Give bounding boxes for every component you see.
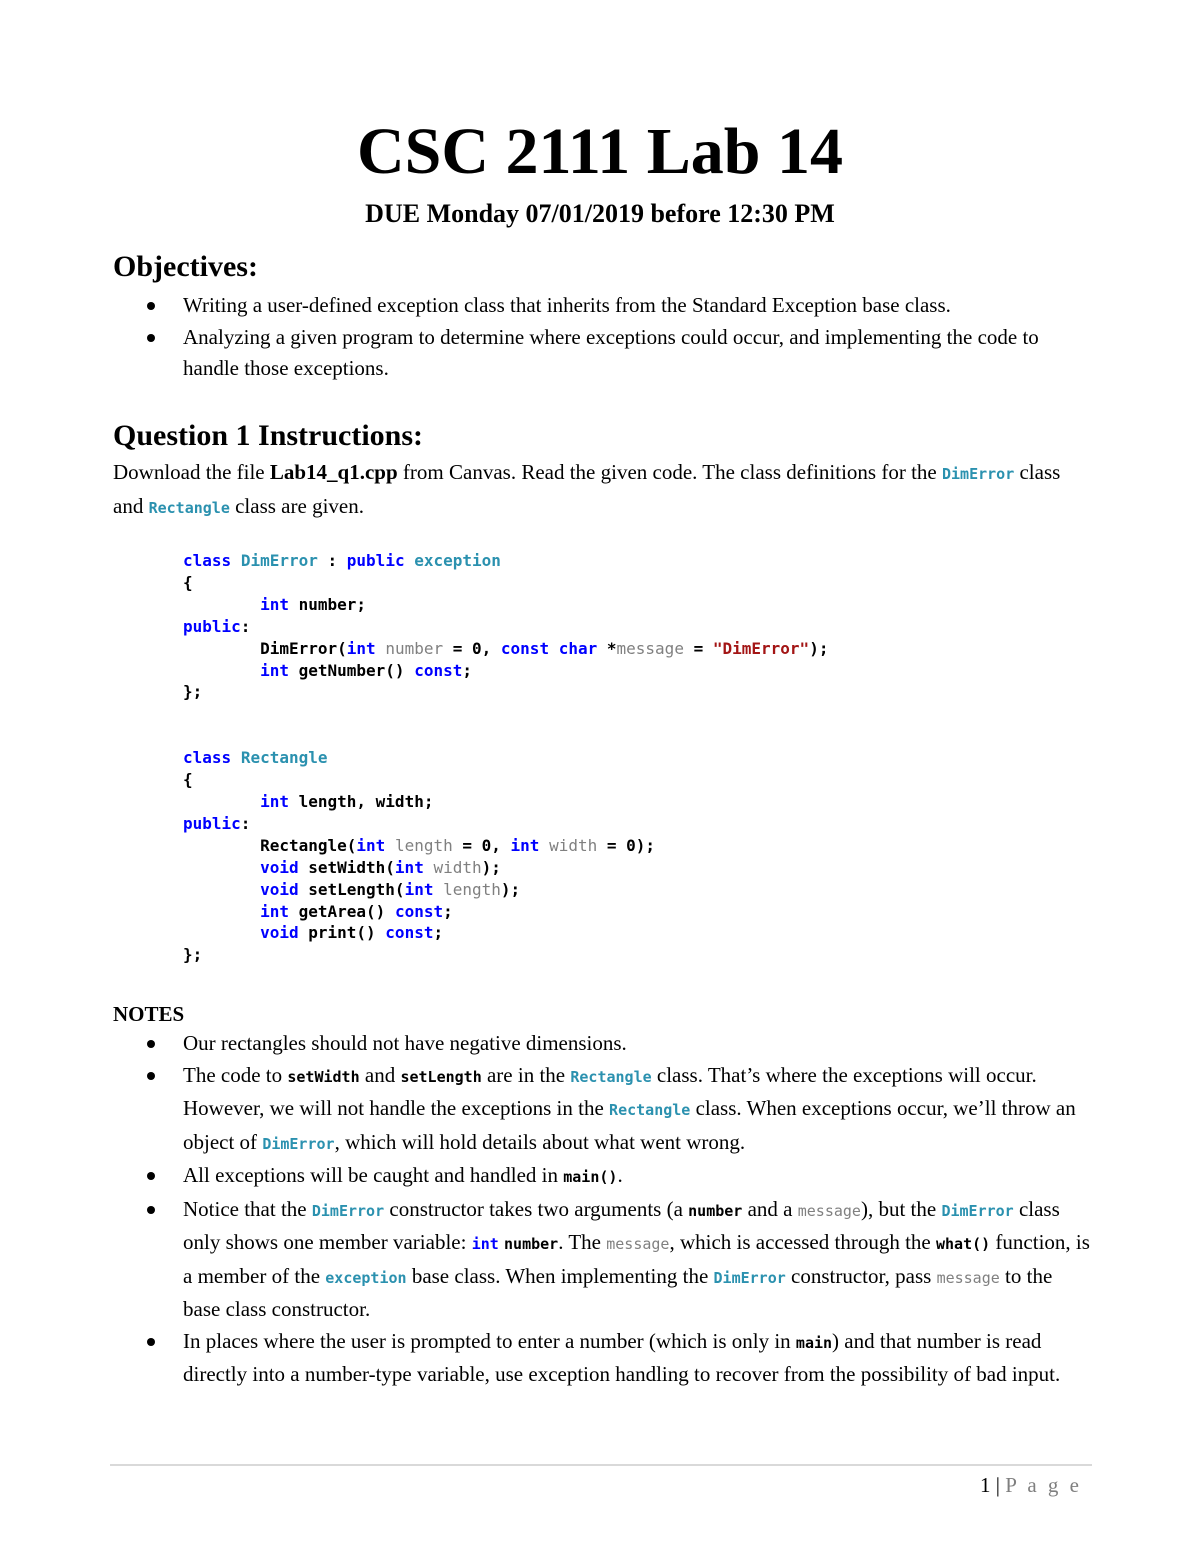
list-item: Notice that the DimError constructor takes two arguments (a number and a message), but the DimError class only shows one member variable: int number. The message, which is accessed through the what() function, is a member of the exception base class. When implementing the DimError constructor, pass message to the base class constructor. <box>113 1194 1093 1326</box>
question1-intro: Download the file Lab14_q1.cpp from Canvas. Read the given code. The class definitions for the DimError class and Rectangle class are given. <box>113 460 1061 518</box>
bullet-icon <box>147 1040 155 1048</box>
file-name: Lab14_q1.cpp <box>269 460 398 484</box>
question1-heading: Question 1 Instructions: <box>113 419 424 452</box>
bullet-icon <box>147 1206 155 1214</box>
page-label: P a g e <box>1005 1473 1082 1497</box>
bullet-icon <box>147 1072 155 1080</box>
objectives-list <box>113 290 1093 385</box>
bullet-icon <box>147 334 155 342</box>
notes-heading: NOTES <box>113 1002 185 1026</box>
list-item: Analyzing a given program to determine where exceptions could occur, and implementing the code to handle those exceptions. <box>113 322 1093 385</box>
notes-list <box>113 1028 1093 1391</box>
bullet-icon <box>147 302 155 310</box>
list-item: All exceptions will be caught and handled in main(). <box>113 1160 1093 1194</box>
page-number: 1 <box>979 1473 991 1497</box>
due-date: DUE Monday 07/01/2019 before 12:30 PM <box>365 199 835 228</box>
list-item: Our rectangles should not have negative dimensions. <box>113 1028 1093 1060</box>
objectives-heading: Objectives: <box>113 250 258 283</box>
bullet-icon <box>147 1172 155 1180</box>
document-title: CSC 2111 Lab 14 <box>357 115 843 188</box>
code-block: class DimError : public exception { int number; public: DimError(int number = 0, const char *message = "DimError"); int getNumber() const; }; class Rectangle { int length, width; public: Rectangle(int length = 0, int width = 0); void setWidth(int width); void setLength(int length); int getArea() const; void print() const; }; <box>183 551 829 965</box>
page-footer: 1 | P a g e <box>979 1473 1082 1497</box>
code-ref: Rectangle <box>148 499 230 517</box>
bullet-icon <box>147 1338 155 1346</box>
list-item: The code to setWidth and setLength are in the Rectangle class. That’s where the exceptions will occur. However, we will not handle the exceptions in the Rectangle class. When exceptions occur, we’ll throw an object of DimError, which will hold details about what went wrong. <box>113 1060 1093 1161</box>
code-ref: DimError <box>941 465 1015 483</box>
list-item: In places where the user is prompted to enter a number (which is only in main) and that number is read directly into a number-type variable, use exception handling to recover from the possibility of bad input. <box>113 1326 1093 1391</box>
footer-divider <box>110 1464 1092 1466</box>
list-item: Writing a user-defined exception class that inherits from the Standard Exception base class. <box>113 290 1093 322</box>
